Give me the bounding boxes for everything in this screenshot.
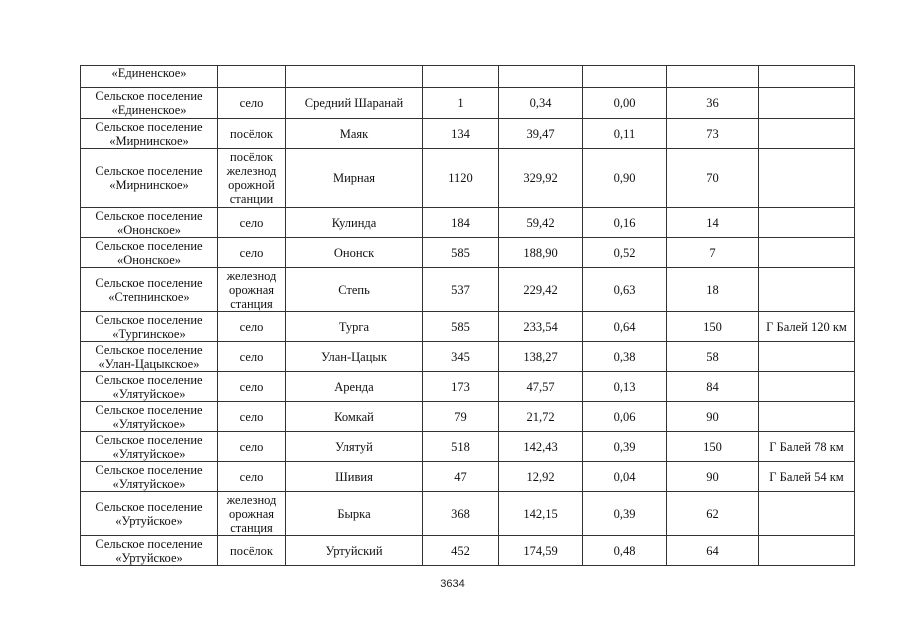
name-cell: Мирная: [286, 149, 423, 208]
table-row: [81, 66, 855, 88]
population-cell: 1120: [423, 149, 499, 208]
distance-cell: 70: [667, 149, 759, 208]
note-cell: [759, 402, 855, 432]
area-cell: 12,92: [499, 462, 583, 492]
share-cell: 0,38: [583, 342, 667, 372]
municipality-cell: Сельское поселение «Уртуйское»: [81, 536, 218, 566]
note-cell: [759, 66, 855, 88]
distance-cell: 64: [667, 536, 759, 566]
note-cell: Г Балей 78 км: [759, 432, 855, 462]
area-cell: 0,34: [499, 88, 583, 119]
distance-cell: 62: [667, 492, 759, 536]
municipality-cell: Сельское поселение «Мирнинское»: [81, 119, 218, 149]
name-cell: Кулинда: [286, 208, 423, 238]
table-row: [81, 88, 855, 119]
municipality-cell: Сельское поселение «Улятуйское»: [81, 372, 218, 402]
population-cell: 79: [423, 402, 499, 432]
share-cell: 0,90: [583, 149, 667, 208]
population-cell: [423, 66, 499, 88]
table-row: [81, 372, 855, 402]
name-cell: Комкай: [286, 402, 423, 432]
note-cell: [759, 342, 855, 372]
type-cell: посёлок: [218, 536, 286, 566]
population-cell: 368: [423, 492, 499, 536]
population-cell: 518: [423, 432, 499, 462]
distance-cell: [667, 66, 759, 88]
municipality-cell: Сельское поселение «Единенское»: [81, 88, 218, 119]
area-cell: 138,27: [499, 342, 583, 372]
population-cell: 173: [423, 372, 499, 402]
municipality-cell: Сельское поселение «Мирнинское»: [81, 149, 218, 208]
distance-cell: 90: [667, 462, 759, 492]
area-cell: 39,47: [499, 119, 583, 149]
municipality-cell: Сельское поселение «Ононское»: [81, 208, 218, 238]
area-cell: 47,57: [499, 372, 583, 402]
population-cell: 537: [423, 268, 499, 312]
area-cell: 142,43: [499, 432, 583, 462]
table-row: [81, 238, 855, 268]
table-row: [81, 402, 855, 432]
municipality-cell: Сельское поселение «Улан-Цацыкское»: [81, 342, 218, 372]
note-cell: [759, 536, 855, 566]
name-cell: Аренда: [286, 372, 423, 402]
name-cell: Ононск: [286, 238, 423, 268]
area-cell: 229,42: [499, 268, 583, 312]
distance-cell: 150: [667, 312, 759, 342]
population-cell: 585: [423, 238, 499, 268]
note-cell: [759, 268, 855, 312]
note-cell: [759, 372, 855, 402]
municipality-cell: Сельское поселение «Тургинское»: [81, 312, 218, 342]
note-cell: [759, 119, 855, 149]
name-cell: Шивия: [286, 462, 423, 492]
share-cell: 0,39: [583, 432, 667, 462]
area-cell: 174,59: [499, 536, 583, 566]
table-row: [81, 492, 855, 536]
type-cell: село: [218, 372, 286, 402]
type-cell: село: [218, 432, 286, 462]
share-cell: [583, 66, 667, 88]
distance-cell: 58: [667, 342, 759, 372]
type-cell: село: [218, 342, 286, 372]
name-cell: Средний Шаранай: [286, 88, 423, 119]
share-cell: 0,04: [583, 462, 667, 492]
population-cell: 345: [423, 342, 499, 372]
distance-cell: 73: [667, 119, 759, 149]
share-cell: 0,63: [583, 268, 667, 312]
distance-cell: 150: [667, 432, 759, 462]
share-cell: 0,13: [583, 372, 667, 402]
distance-cell: 90: [667, 402, 759, 432]
area-cell: 233,54: [499, 312, 583, 342]
table-row: [81, 536, 855, 566]
population-cell: 47: [423, 462, 499, 492]
settlements-table: [80, 65, 855, 566]
name-cell: Улан-Цацык: [286, 342, 423, 372]
name-cell: Уртуйский: [286, 536, 423, 566]
area-cell: 329,92: [499, 149, 583, 208]
type-cell: посёлок железнод орожной станции: [218, 149, 286, 208]
type-cell: село: [218, 238, 286, 268]
municipality-cell: Сельское поселение «Улятуйское»: [81, 402, 218, 432]
table-row: [81, 312, 855, 342]
population-cell: 585: [423, 312, 499, 342]
table-row: [81, 149, 855, 208]
municipality-cell: Сельское поселение «Улятуйское»: [81, 432, 218, 462]
share-cell: 0,48: [583, 536, 667, 566]
table-row: [81, 432, 855, 462]
distance-cell: 36: [667, 88, 759, 119]
population-cell: 184: [423, 208, 499, 238]
note-cell: Г Балей 54 км: [759, 462, 855, 492]
name-cell: Степь: [286, 268, 423, 312]
note-cell: [759, 238, 855, 268]
name-cell: [286, 66, 423, 88]
table-row: [81, 208, 855, 238]
area-cell: 142,15: [499, 492, 583, 536]
area-cell: 188,90: [499, 238, 583, 268]
share-cell: 0,00: [583, 88, 667, 119]
share-cell: 0,39: [583, 492, 667, 536]
type-cell: село: [218, 462, 286, 492]
type-cell: [218, 66, 286, 88]
distance-cell: 7: [667, 238, 759, 268]
note-cell: [759, 492, 855, 536]
share-cell: 0,06: [583, 402, 667, 432]
population-cell: 134: [423, 119, 499, 149]
table-row: [81, 462, 855, 492]
share-cell: 0,16: [583, 208, 667, 238]
population-cell: 1: [423, 88, 499, 119]
area-cell: [499, 66, 583, 88]
note-cell: [759, 208, 855, 238]
table-row: [81, 268, 855, 312]
distance-cell: 14: [667, 208, 759, 238]
table-row: [81, 119, 855, 149]
name-cell: Турга: [286, 312, 423, 342]
municipality-cell: Сельское поселение «Улятуйское»: [81, 462, 218, 492]
name-cell: Маяк: [286, 119, 423, 149]
table-row: [81, 342, 855, 372]
type-cell: железнод орожная станция: [218, 268, 286, 312]
share-cell: 0,52: [583, 238, 667, 268]
type-cell: село: [218, 88, 286, 119]
type-cell: село: [218, 402, 286, 432]
municipality-cell: «Единенское»: [81, 66, 218, 88]
municipality-cell: Сельское поселение «Уртуйское»: [81, 492, 218, 536]
type-cell: железнод орожная станция: [218, 492, 286, 536]
type-cell: посёлок: [218, 119, 286, 149]
name-cell: Улятуй: [286, 432, 423, 462]
area-cell: 21,72: [499, 402, 583, 432]
note-cell: [759, 149, 855, 208]
type-cell: село: [218, 208, 286, 238]
municipality-cell: Сельское поселение «Ононское»: [81, 238, 218, 268]
page-number: 3634: [440, 578, 465, 590]
municipality-cell: Сельское поселение «Степнинское»: [81, 268, 218, 312]
share-cell: 0,11: [583, 119, 667, 149]
distance-cell: 18: [667, 268, 759, 312]
type-cell: село: [218, 312, 286, 342]
share-cell: 0,64: [583, 312, 667, 342]
distance-cell: 84: [667, 372, 759, 402]
area-cell: 59,42: [499, 208, 583, 238]
note-cell: [759, 88, 855, 119]
name-cell: Бырка: [286, 492, 423, 536]
note-cell: Г Балей 120 км: [759, 312, 855, 342]
population-cell: 452: [423, 536, 499, 566]
